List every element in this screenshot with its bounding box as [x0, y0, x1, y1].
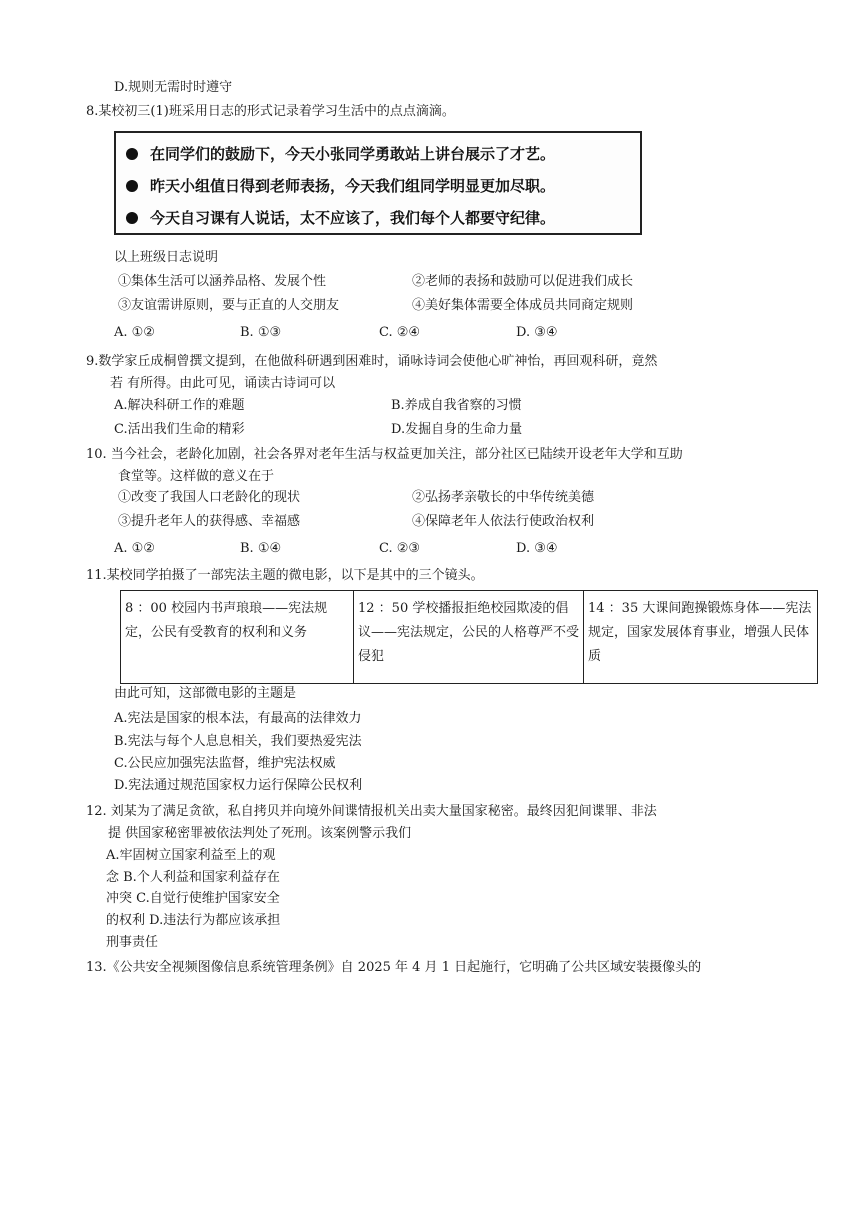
q11-option-b[interactable]: B.宪法与每个人息息相关，我们要热爱宪法: [114, 734, 362, 749]
log-entry: 在同学们的鼓励下，今天小张同学勇敢站上讲台展示了才艺。: [126, 143, 555, 164]
q11-option-a[interactable]: A.宪法是国家的根本法，有最高的法律效力: [114, 711, 362, 726]
q10-statement: ②弘扬孝亲敬长的中华传统美德: [412, 490, 595, 505]
class-log-box: [114, 131, 642, 235]
q8-statement: ④美好集体需要全体成员共同商定规则: [412, 298, 634, 313]
log-entry: 昨天小组值日得到老师表扬，今天我们组同学明显更加尽职。: [126, 175, 555, 196]
q10-statement: ④保障老年人依法行使政治权利: [412, 514, 595, 529]
q8-option-d[interactable]: D. ③④: [516, 325, 558, 340]
q9-option-d[interactable]: D.发掘自身的生命力量: [391, 422, 523, 437]
bullet-icon: [126, 180, 138, 192]
q7-option-d: D.规则无需时时遵守: [114, 80, 233, 95]
q8-option-a[interactable]: A. ①②: [114, 325, 155, 340]
q12-option-line[interactable]: 冲突 C.自觉行使维护国家安全: [106, 891, 280, 906]
q12-option-line[interactable]: 刑事责任: [106, 935, 159, 950]
table-cell-shot-1: 8 ：00 校园内书声琅琅——宪法规定，公民有受教育的权利和义务: [125, 601, 328, 640]
log-entry: 今天自习课有人说话，太不应该了，我们每个人都要守纪律。: [126, 207, 555, 228]
shots-table: [120, 590, 818, 684]
q10-statement: ①改变了我国人口老龄化的现状: [118, 490, 301, 505]
q8-statement: ③友谊需讲原则，要与正直的人交朋友: [118, 298, 340, 313]
q12-stem-cont: 提 供国家秘密罪被依法判处了死刑。该案例警示我们: [108, 826, 412, 841]
q10-statement: ③提升老年人的获得感、幸福感: [118, 514, 301, 529]
q8-stem: 8.某校初三(1)班采用日志的形式记录着学习生活中的点点滴滴。: [86, 104, 455, 119]
q9-option-a[interactable]: A.解决科研工作的难题: [114, 398, 245, 413]
bullet-icon: [126, 212, 138, 224]
q13-stem: 13.《公共安全视频图像信息系统管理条例》自 2025 年 4 月 1 日起施行，它明确了公共区域安装摄像头的: [86, 960, 702, 975]
q9-stem: 9.数学家丘成桐曾撰文提到，在他做科研遇到困难时，诵咏诗词会使他心旷神怡，再回观科研，竟然: [86, 354, 658, 369]
q10-stem-cont: 食堂等。这样做的意义在于: [118, 469, 275, 484]
q11-option-d[interactable]: D.宪法通过规范国家权力运行保障公民权利: [114, 778, 363, 793]
q8-statement: ②老师的表扬和鼓励可以促进我们成长: [412, 274, 634, 289]
q8-option-c[interactable]: C. ②④: [379, 325, 421, 340]
q11-stem: 11.某校同学拍摄了一部宪法主题的微电影，以下是其中的三个镜头。: [86, 568, 484, 583]
q8-option-b[interactable]: B. ①③: [240, 325, 282, 340]
q11-option-c[interactable]: C.公民应加强宪法监督，维护宪法权威: [114, 756, 336, 771]
q9-stem-cont: 若 有所得。由此可见，诵读古诗词可以: [110, 376, 336, 391]
q10-option-b[interactable]: B. ①④: [240, 541, 282, 556]
bullet-icon: [126, 148, 138, 160]
q10-stem: 10. 当今社会，老龄化加剧，社会各界对老年生活与权益更加关注，部分社区已陆续开设老年大学和互助: [86, 447, 683, 462]
q10-option-c[interactable]: C. ②③: [379, 541, 421, 556]
q8-statement: ①集体生活可以涵养品格、发展个性: [118, 274, 327, 289]
q10-option-a[interactable]: A. ①②: [114, 541, 155, 556]
q12-option-line[interactable]: 念 B.个人利益和国家利益存在: [106, 870, 280, 885]
q12-option-line[interactable]: 的权利 D.违法行为都应该承担: [106, 913, 281, 928]
q12-option-line[interactable]: A.牢固树立国家利益至上的观: [106, 848, 276, 863]
table-cell-shot-2: 12 ：50 学校播报拒绝校园欺凌的倡议——宪法规定，公民的人格尊严不受侵犯: [353, 591, 583, 683]
q11-lead: 由此可知，这部微电影的主题是: [114, 686, 297, 701]
q10-option-d[interactable]: D. ③④: [516, 541, 558, 556]
q9-option-c[interactable]: C.活出我们生命的精彩: [114, 422, 245, 437]
q9-option-b[interactable]: B.养成自我省察的习惯: [391, 398, 522, 413]
q8-lead: 以上班级日志说明: [114, 250, 219, 265]
table-cell-shot-3: 14 ：35 大课间跑操锻炼身体——宪法规定，国家发展体育事业，增强人民体质: [583, 591, 817, 683]
q12-stem: 12. 刘某为了满足贪欲，私自拷贝并向境外间谍情报机关出卖大量国家秘密。最终因犯间谍罪、非法: [86, 804, 657, 819]
